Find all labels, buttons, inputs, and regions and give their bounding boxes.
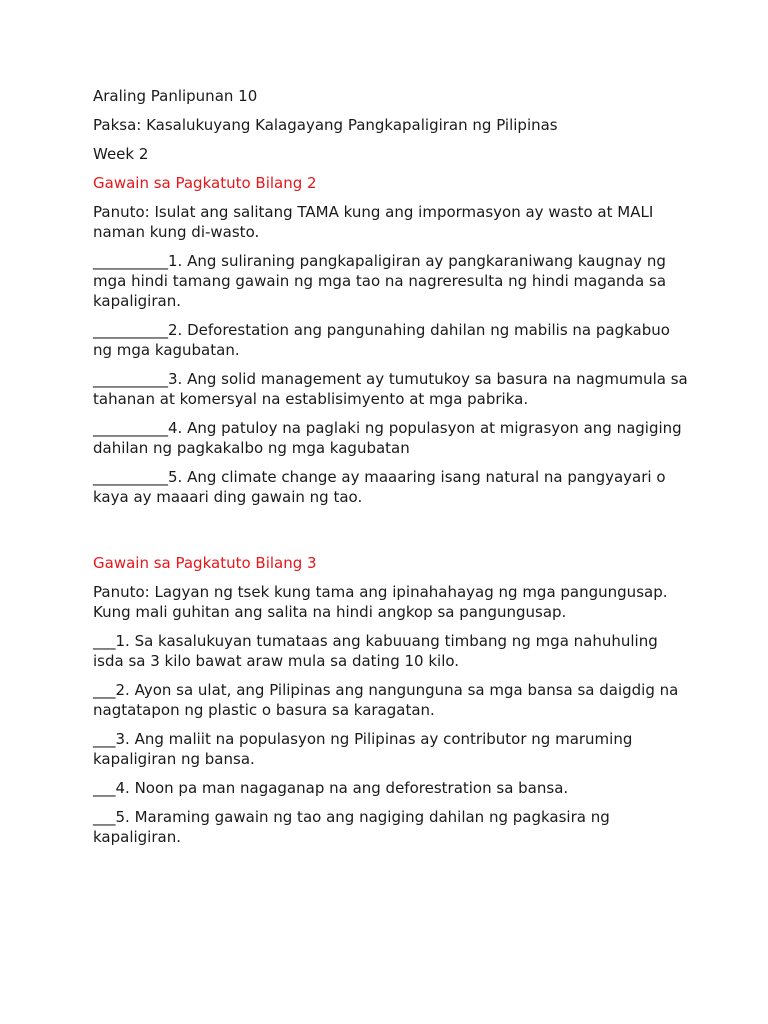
activity-3-item: ___4. Noon pa man nagaganap na ang deforestration sa bansa. bbox=[93, 779, 569, 797]
activity-2-item: __________1. Ang suliraning pangkapaligiran ay pangkaraniwang kaugnay ng mga hindi tamang gawain ng mga tao na nagreresulta ng hindi maganda sa kapaligiran. bbox=[93, 252, 667, 310]
activity-3-item: ___5. Maraming gawain ng tao ang nagiging dahilan ng pagkasira ng kapaligiran. bbox=[93, 808, 610, 846]
activity-3-title: Gawain sa Pagkatuto Bilang 3 bbox=[93, 554, 317, 572]
worksheet bbox=[93, 86, 693, 856]
week-line: Week 2 bbox=[93, 145, 149, 163]
topic-line: Paksa: Kasalukuyang Kalagayang Pangkapaligiran ng Pilipinas bbox=[93, 116, 558, 134]
section-spacer bbox=[93, 516, 693, 553]
activity-2-instructions: Panuto: Isulat ang salitang TAMA kung ang impormasyon ay wasto at MALI naman kung di-wasto. bbox=[93, 203, 654, 241]
activity-2-item: __________3. Ang solid management ay tumutukoy sa basura na nagmumula sa tahanan at komersyal na establisimyento at mga pabrika. bbox=[93, 370, 688, 408]
activity-3-item: ___2. Ayon sa ulat, ang Pilipinas ang nangunguna sa mga bansa sa daigdig na nagtatapon ng plastic o basura sa karagatan. bbox=[93, 681, 679, 719]
activity-2-title: Gawain sa Pagkatuto Bilang 2 bbox=[93, 174, 317, 192]
subject-line: Araling Panlipunan 10 bbox=[93, 87, 258, 105]
activity-3-item: ___1. Sa kasalukuyan tumataas ang kabuuang timbang ng mga nahuhuling isda sa 3 kilo bawat araw mula sa dating 10 kilo. bbox=[93, 632, 658, 670]
activity-2-item: __________2. Deforestation ang pangunahing dahilan ng mabilis na pagkabuo ng mga kagubatan. bbox=[93, 321, 670, 359]
activity-2-item: __________5. Ang climate change ay maaaring isang natural na pangyayari o kaya ay maaari ding gawain ng tao. bbox=[93, 468, 666, 506]
activity-3-item: ___3. Ang maliit na populasyon ng Pilipinas ay contributor ng maruming kapaligiran ng bansa. bbox=[93, 730, 633, 768]
activity-3-instructions: Panuto: Lagyan ng tsek kung tama ang ipinahahayag ng mga pangungusap. Kung mali guhitan ang salita na hindi angkop sa pangungusap. bbox=[93, 583, 668, 621]
activity-2-item: __________4. Ang patuloy na paglaki ng populasyon at migrasyon ang nagiging dahilan ng pagkakalbo ng mga kagubatan bbox=[93, 419, 682, 457]
